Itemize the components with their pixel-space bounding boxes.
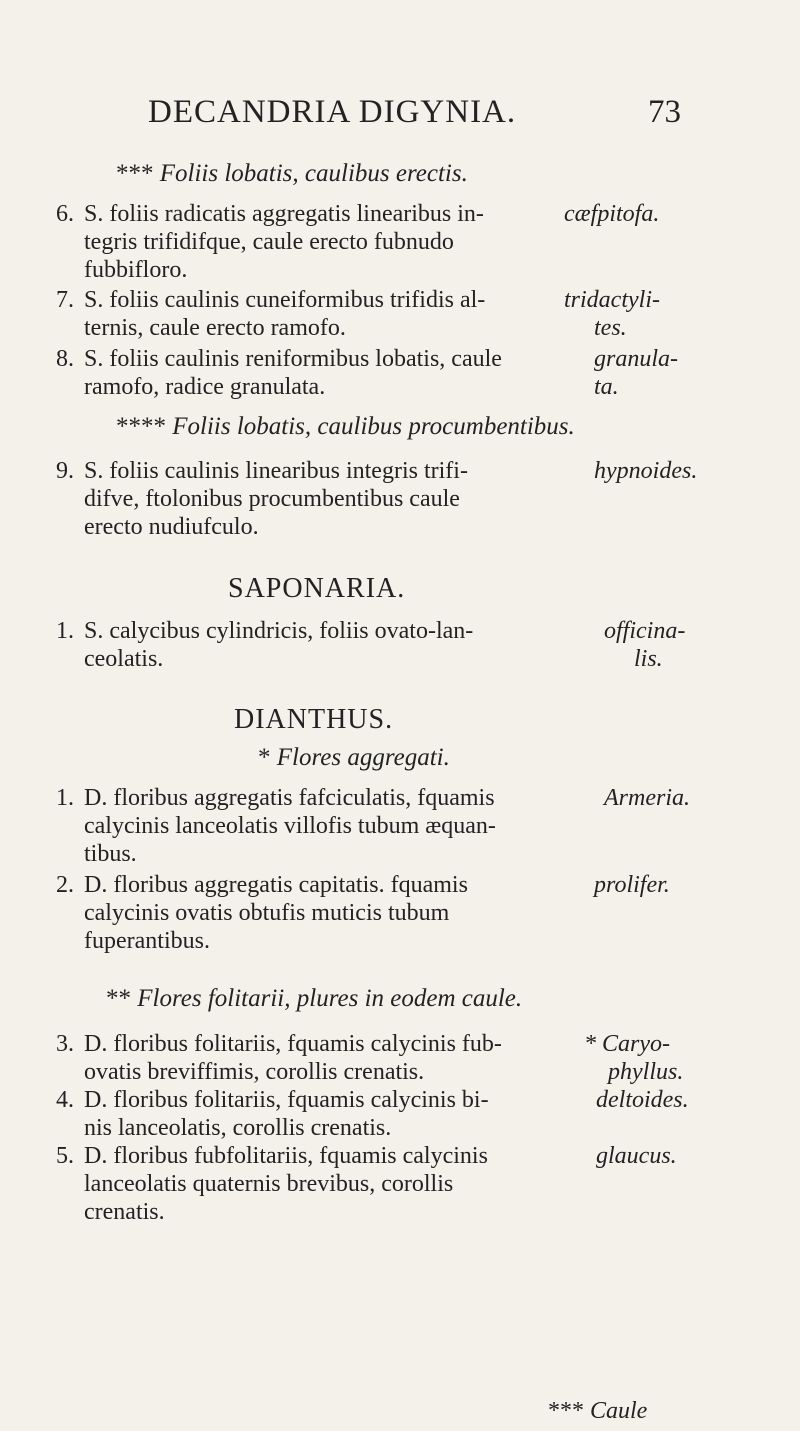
species-name-cont: tes. [594,315,627,341]
section-heading [116,160,468,188]
entry-line: D. floribus folitariis, fquamis calycinis bi- [84,1087,489,1113]
entry-line: calycinis ovatis obtufis muticis tubum [84,900,450,926]
heading-text: Foliis lobatis, caulibus procumbentibus. [172,413,575,440]
section-heading [258,744,450,772]
entry-number: 4. [56,1087,74,1113]
species-entry [56,1086,696,1142]
species-name: hypnoides. [594,458,698,484]
entry-line: fuperantibus. [84,928,210,954]
entry-line: crenatis. [84,1199,165,1225]
species-entry [56,784,696,868]
catchword-text: Caule [590,1398,648,1424]
entry-number: 1. [56,618,74,644]
entry-number: 8. [56,346,74,372]
species-name: tridactyli- [564,287,660,313]
entry-number: 2. [56,872,74,898]
entry-line: S. foliis caulinis cuneiformibus trifidis al- [84,287,486,313]
entry-line: difve, ftolonibus procumbentibus caule [84,486,460,512]
entry-number: 1. [56,785,74,811]
species-name: officina- [604,618,686,644]
entry-line: fubbifloro. [84,257,188,283]
species-entry [56,617,696,673]
heading-stars: *** [116,160,154,187]
heading-text: Flores aggregati. [276,744,450,771]
entry-line: tibus. [84,841,137,867]
species-entry [56,200,696,284]
entry-line: S. foliis radicatis aggregatis linearibus in- [84,201,484,227]
entry-line: S. foliis caulinis linearibus integris trifi- [84,458,468,484]
species-name: prolifer. [594,872,670,898]
entry-line: erecto nudiufculo. [84,514,259,540]
entry-line: D. floribus aggregatis capitatis. fquamis [84,872,468,898]
heading-stars: ** [106,985,131,1012]
entry-line: S. calycibus cylindricis, foliis ovato-lan- [84,618,474,644]
entry-line: D. floribus aggregatis fafciculatis, fquamis [84,785,495,811]
heading-stars: * [258,744,271,771]
genus-heading: SAPONARIA. [228,573,406,604]
entry-line: D. floribus folitariis, fquamis calycinis fub- [84,1031,502,1057]
species-entry [56,345,696,401]
entry-line: S. foliis caulinis reniformibus lobatis, caule [84,346,502,372]
entry-number: 3. [56,1031,74,1057]
species-name: granula- [594,346,678,372]
section-heading [106,985,522,1013]
species-entry [56,457,696,541]
species-entry [56,871,696,955]
entry-number: 6. [56,201,74,227]
species-name: cæfpitofa. [564,201,660,227]
catchword [548,1398,647,1425]
species-name: Armeria. [604,785,690,811]
running-header [148,94,681,134]
entry-line: ramofo, radice granulata. [84,374,326,400]
entry-line: lanceolatis quaternis brevibus, corollis [84,1171,454,1197]
entry-line: tegris trifidifque, caule erecto fubnudo [84,229,454,255]
entry-line: nis lanceolatis, corollis crenatis. [84,1115,392,1141]
species-name: glaucus. [596,1143,677,1169]
species-entry [56,1030,696,1086]
section-heading [116,413,575,441]
species-name-cont: lis. [634,646,663,672]
species-name: deltoides. [596,1087,689,1113]
entry-number: 7. [56,287,74,313]
entry-line: D. floribus fubfolitariis, fquamis calycinis [84,1143,488,1169]
species-name-cont: ta. [594,374,619,400]
heading-stars: **** [116,413,166,440]
genus-heading: DIANTHUS. [234,704,394,735]
heading-text: Flores folitarii, plures in eodem caule. [137,985,523,1012]
entry-number: 5. [56,1143,74,1169]
heading-text: Foliis lobatis, caulibus erectis. [159,160,468,187]
species-name-cont: phyllus. [608,1059,684,1085]
entry-line: ceolatis. [84,646,164,672]
entry-line: ovatis breviffimis, corollis crenatis. [84,1059,425,1085]
header-title: DECANDRIA DIGYNIA. [148,94,517,130]
species-entry [56,286,696,342]
species-entry [56,1142,696,1226]
catchword-stars: *** [548,1398,584,1424]
entry-line: calycinis lanceolatis villofis tubum æquan- [84,813,496,839]
entry-number: 9. [56,458,74,484]
entry-line: ternis, caule erecto ramofo. [84,315,346,341]
page-number: 73 [648,94,681,130]
species-name: * Caryo- [584,1031,670,1057]
